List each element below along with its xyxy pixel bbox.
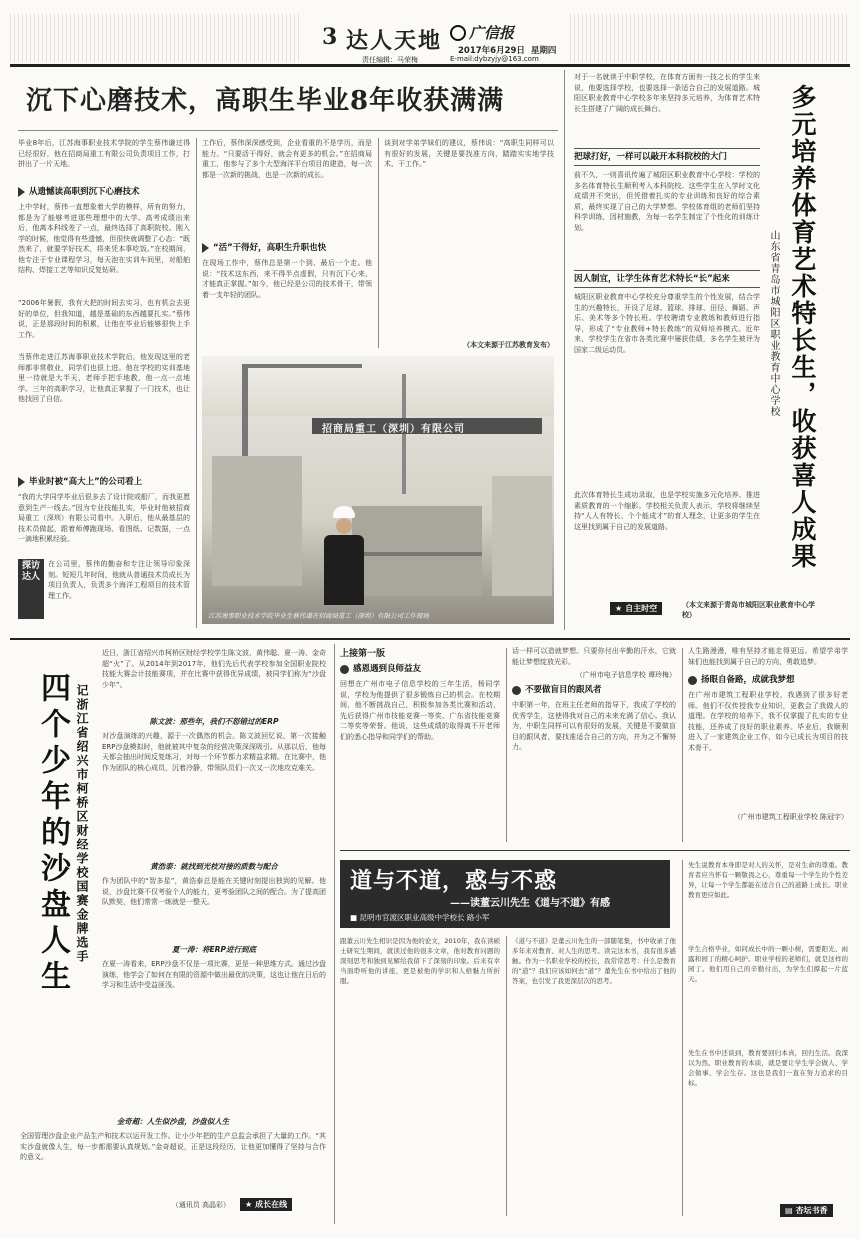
article-3-title: 四个少年的沙盘人生 bbox=[35, 672, 70, 996]
article-5-author: ■ 昆明市官渡区职业高级中学校长 路小军 bbox=[350, 913, 490, 922]
article-3-head-4: 金奇超：人生似沙盘，沙盘似人生 bbox=[116, 1117, 230, 1126]
article-1 bbox=[18, 72, 558, 632]
article-1-tag: 探访达人 bbox=[18, 559, 44, 619]
article-1-body-5: 工作后，蔡伟深深感受到，企业看重的不是学历，而是能力。“只要活干得好，就会有更多的机会。”在招商局重工，他参与了多个大型海洋平台项目的建造，每一次都是一次新的挑战，也是一次新的成长。 bbox=[202, 139, 372, 179]
article-4 bbox=[340, 644, 850, 846]
article-3-para-1: 对沙盘演练的兴趣，源于一次偶然的机会。陈文波回忆说，第一次接触ERP沙盘模拟时，他就被其中复杂的经营决策深深吸引。从那以后，他每天都会抽出时间反复练习，对每一个环节都力求精益求精。在比赛中，他作为团队的核心成员，沉着冷静，带领队员们一次又一次地攻克难关。 bbox=[102, 732, 326, 772]
circle-icon bbox=[512, 686, 521, 695]
issue-date: 2017年6月29日 bbox=[458, 46, 525, 56]
article-5-body-2: 《道与不道》是董云川先生的一部随笔集，书中收录了他多年来对教育、对人生的思考。读完这本书，我有很多感触。作为一名职业学校的校长，我常常思考：什么是教育的“道”？我们应该如何去“道”？董先生在书中给出了他的答案，也引发了我更深层次的思考。 bbox=[512, 937, 676, 985]
article-3 bbox=[10, 644, 330, 1226]
article-5-subtitle: 读董云川先生《道与不道》有感 bbox=[470, 898, 610, 909]
article-2-body-1: 前不久，一则喜讯传遍了城阳区职业教育中心学校：学校的多名体育特长生顺利考入本科院校。这些学生在入学时文化成绩并不突出，但凭借着扎实的专业训练和良好的综合素质，最终实现了自己的大学梦想。学校体育组的老师们坚持科学训练，因材施教，为每一名学生制定了个性化的训练计划。 bbox=[574, 171, 760, 232]
article-1-photo bbox=[202, 356, 554, 624]
article-5-title: 道与不道，惑与不惑 bbox=[350, 868, 558, 894]
article-1-subhead-3: “活”干得好，高职生升职也快 bbox=[202, 242, 372, 254]
article-4-body-4: 人生路漫漫，唯有坚持才能走得更远。希望学弟学妹们也能找到属于自己的方向，勇敢追梦。 bbox=[688, 647, 848, 666]
circle-icon bbox=[340, 665, 349, 674]
article-2-body-2: 城阳区职业教育中心学校充分尊重学生的个性发展，结合学生的兴趣特长，开设了足球、篮球、排球、田径、舞蹈、声乐、美术等多个特长班。学校聘请专业教练和教师进行指导，形成了“专业教师+特长教练”的双师培养模式。近年来，学校学生在省市各类比赛中屡获佳绩，多名学生被评为国家二级运动员。 bbox=[574, 293, 760, 354]
article-1-lead: 毕业8年后，江苏海事职业技术学院的学生蔡伟谦过得已经很好，他在招商局重工有限公司负责项目工作，打拼出了一片天地。 bbox=[18, 139, 190, 168]
article-1-body-2: 当蔡伟走进江苏海事职业技术学院后，他发现这里的老师都非常敬业，同学们也很上进。他在学校的实训基地里一待就是大半天，老师手把手地教，他一点一点地学。三年的高职学习，让他真正掌握了一门技术，也让他找回了自信。 bbox=[18, 353, 190, 403]
article-4-body-2: 话一样可以造就梦想。只要你付出辛勤的汗水，它就能让梦想绽放光彩。 bbox=[512, 647, 676, 666]
article-3-source: （通讯员 高晶彩） bbox=[171, 1201, 230, 1209]
article-3-head-1: 陈文波：那些年，我们不怒错过的ERP bbox=[149, 717, 279, 726]
article-4-body-1: 回想在广州市电子信息学校的三年生活，杨同学说，学校为他提供了很多锻炼自己的机会。在校期间，他不断挑战自己，积极参加各类比赛和活动，先后获得广州市技能竞赛一等奖、广东省技能竞赛二等奖等荣誉。他说，这些成绩的取得离不开老师们的悉心指导和同学们的帮助。 bbox=[340, 680, 500, 741]
article-1-source: （本文来源于江苏教育发布） bbox=[463, 341, 554, 349]
article-4-source-2: （广州市建筑工程职业学校 陈冠宇） bbox=[733, 813, 848, 821]
issue-weekday: 星期四 bbox=[530, 46, 557, 56]
article-3-para-3: 在夏一涛看来，ERP沙盘不仅是一项比赛，更是一种思维方式。通过沙盘演练，他学会了如何在有限的资源中做出最优的决策，这也让他在日后的学习和生活中受益匪浅。 bbox=[102, 960, 326, 989]
article-4-body-3: 中职第一年，在班主任老师的指导下，我成了学校的优秀学生，这使得我对自己的未来充满了信心。我认为，中职生同样可以有很好的发展，关键是不要做盲目的跟风者，要找准适合自己的方向，并为之不懈努力。 bbox=[512, 701, 676, 751]
article-4-body-5: 在广州市建筑工程职业学校，我遇到了很多好老师。他们不仅传授我专业知识，更教会了我做人的道理。在学校的培养下，我不仅掌握了扎实的专业技能，还养成了良好的职业素养。毕业后，我顺利进入了一家建筑企业工作，如今已成长为项目的技术骨干。 bbox=[688, 691, 848, 752]
article-5-body-4: 学生合格毕业，如同成长中的一颗小树，需要阳光、雨露和园丁的精心呵护。职业学校的老师们，就是这样的园丁。他们用自己的辛勤付出，为学生们撑起一片蓝天。 bbox=[688, 945, 848, 983]
article-1-subhead-1: 从遗憾读高职到沉下心磨技术 bbox=[18, 186, 190, 198]
triangle-icon bbox=[202, 243, 209, 253]
photo-sign: 招商局重工（深圳）有限公司 bbox=[322, 424, 465, 435]
triangle-icon bbox=[18, 187, 25, 197]
article-2-source: （本文来源于青岛市城阳区职业教育中心学校） bbox=[682, 601, 815, 619]
article-4-subhead-2: 不要做盲目的跟风者 bbox=[512, 684, 676, 696]
article-1-body-3: “我的大学同学毕业后很多去了设计院或船厂，而我更愿意到生产一线去。”因为专业技能扎实，毕业时他被招商局重工（深圳）有限公司看中。入职后，他从最基层的技术员做起，跟着师傅跑现场、看图纸、记数据，一点一滴地积累经验。 bbox=[18, 493, 190, 543]
article-5 bbox=[340, 856, 850, 1226]
article-1-quote-1: “2006年暑假，我有大把的时间去实习，也有机会去更好的单位，但我知道，越是基础的东西越要扎实。”蔡伟说，正是那段时间的积累，让他在毕业后能够很快上手工作。 bbox=[18, 299, 190, 339]
article-3-subtitle: 记浙江省绍兴市柯桥区财经学校国赛金牌选手 bbox=[75, 684, 89, 964]
paper-logo: 广信报 bbox=[450, 22, 514, 43]
article-4-column-label: 上接第一版 bbox=[340, 649, 386, 659]
editor-email: E-mail:dybzyjy@163.com bbox=[450, 55, 539, 63]
article-3-head-3: 夏一涛：将ERP进行到底 bbox=[172, 945, 256, 954]
star-icon: ★ bbox=[245, 1200, 253, 1209]
article-1-body-1: 上中学时，蔡伟一直想象着大学的模样，所有的努力，都是为了能够考进那些理想中的大学。高考成绩出来后，他离本科线差了一点，最终选择了高职院校。刚入学的时候，他觉得有些遗憾，但很快就调整了心态：“既然来了，就要学好技术，将来凭本事吃饭。”在校期间，他专注于专业课程学习，每天泡在实训车间里，对船舶结构、焊接工艺等知识反复钻研。 bbox=[18, 203, 190, 274]
article-2-subhead-2: 因人制宜，让学生体育艺术特长“长”起来 bbox=[574, 270, 760, 288]
section-title: 达人天地 bbox=[346, 28, 443, 54]
logo-icon bbox=[450, 25, 466, 41]
masthead bbox=[10, 14, 850, 62]
article-2-title: 多元培养体育艺术特长生，收获喜人成果 bbox=[788, 84, 817, 570]
article-1-body-4: 在公司里，蔡伟的勤奋和专注让领导印象深刻。短短几年时间，他就从普通技术员成长为项目负责人，负责多个海洋工程项目的技术管理工作。 bbox=[48, 560, 190, 600]
editor: 责任编辑：马荣梅 bbox=[362, 56, 418, 64]
article-4-subhead-1: 感恩遇到良师益友 bbox=[340, 663, 500, 675]
article-1-body-7: 谈到对学弟学妹们的建议，蔡伟说：“高职生同样可以有很好的发展，关键是要找准方向，踏踏实实地学技术、干工作。” bbox=[384, 139, 554, 168]
article-5-title-box: 道与不道，惑与不惑 ——读董云川先生《道与不道》有感 ■ 昆明市官渡区职业高级中学校长 路小军 bbox=[340, 860, 670, 928]
article-2-lead: 对于一名就读于中职学校，在体育方面有一技之长的学生来说，他要选择学校，也要选择一条适合自己的发展道路。城阳区职业教育中心学校多年来坚持多元培养，为体育艺术特长生搭建了广阔的成长舞台。 bbox=[574, 73, 760, 113]
article-1-headline: 沉下心磨技术，高职生毕业8年收获满满 bbox=[26, 86, 505, 116]
article-5-badge: ▤ 杏坛书香 bbox=[780, 1204, 833, 1217]
article-2 bbox=[570, 70, 852, 634]
article-1-subhead-2: 毕业时被“高大上”的公司看上 bbox=[18, 476, 190, 488]
article-3-para-2: 作为团队中的“智多星”，黄浩泰总是能在关键时刻提出独到的见解。他说，沙盘比赛不仅考验个人的能力，更考验团队之间的配合。为了提高团队默契，他们常常一练就是一整天。 bbox=[102, 877, 326, 906]
article-4-subhead-3: 扬眼自备路，成就我梦想 bbox=[688, 674, 848, 686]
article-4-source-1: （广州市电子信息学校 谭玲梅） bbox=[575, 671, 676, 679]
page-number: 3 bbox=[322, 24, 338, 50]
article-5-body-3: 先生说教育本身即是对人的关怀，是对生命的尊重。教育者应当怀有一颗敬畏之心，尊重每一个学生的个性差异，让每一个学生都能在适合自己的道路上成长。职业教育更应如此。 bbox=[688, 861, 848, 899]
article-2-badge: ★ 自主时空 bbox=[610, 602, 662, 615]
article-5-body-5: 先生在书中还谈到，教育要回归本真，回归生活。我深以为然。职业教育的本质，就是要让学生学会做人、学会做事、学会生存。这也是我们一直在努力追求的目标。 bbox=[688, 1049, 848, 1087]
article-3-head-2: 黄浩泰：就找到光枝对接的质数与配合 bbox=[150, 862, 278, 871]
book-icon: ▤ bbox=[785, 1206, 793, 1215]
article-5-body-1: 跟董云川先生相识是因为他的论文，2010年，我在读硕士研究生期间，就读过他的很多文章，他对教育问题的深刻思考和独到见解给我留下了深刻的印象。后来有幸当面聆听他的讲座，更是被他的学识和人格魅力所折服。 bbox=[340, 937, 500, 985]
pen-icon: ■ bbox=[350, 913, 358, 922]
article-3-badge: ★ 成长在线 bbox=[240, 1198, 292, 1211]
article-2-subhead-1: 把球打好，一样可以敲开本科院校的大门 bbox=[574, 148, 760, 166]
star-icon: ★ bbox=[615, 604, 623, 613]
photo-person bbox=[322, 506, 366, 616]
article-3-para-4: 全国管理沙盘企业产品生产和技术以运开发工作。让小少年把的生产总监会承担了大量的工作。“其实沙盘就像人生，每一步都需要认真规划。”金奇超说，正是这段经历，让他更加懂得了坚持与合作的意义。 bbox=[20, 1132, 326, 1161]
triangle-icon bbox=[18, 477, 25, 487]
photo-caption: 江苏海事职业技术学院毕业生蔡伟谦在招商局重工（深圳）有限公司工作现场 bbox=[208, 612, 429, 620]
article-1-body-6: 在现场工作中，蔡伟总是第一个到、最后一个走。他说：“技术这东西，来不得半点虚假，只有沉下心来，才能真正掌握。”如今，他已经是公司的技术骨干，带领着一支年轻的团队。 bbox=[202, 259, 372, 299]
article-3-lead: 近日，浙江省绍兴市柯桥区财经学校学生陈文波、黄伟聪、夏一涛、金奇超“火”了。从2014年到2017年，他们先后代表学校参加全国职业院校技能大赛会计技能赛项，并在比赛中获得优异成绩，被同学们称为“沙盘少年”。 bbox=[102, 649, 326, 689]
article-2-body-3: 此次体育特长生成功录取，也是学校实施多元化培养、推进素质教育的一个缩影。学校相关负责人表示，学校将继续坚持“人人有特长、个个能成才”的育人理念，让更多的学生在这里找到属于自己的发展道路。 bbox=[574, 491, 760, 531]
circle-icon bbox=[688, 676, 697, 685]
article-2-org: 山东省青岛市城阳区职业教育中心学校 bbox=[768, 230, 779, 417]
